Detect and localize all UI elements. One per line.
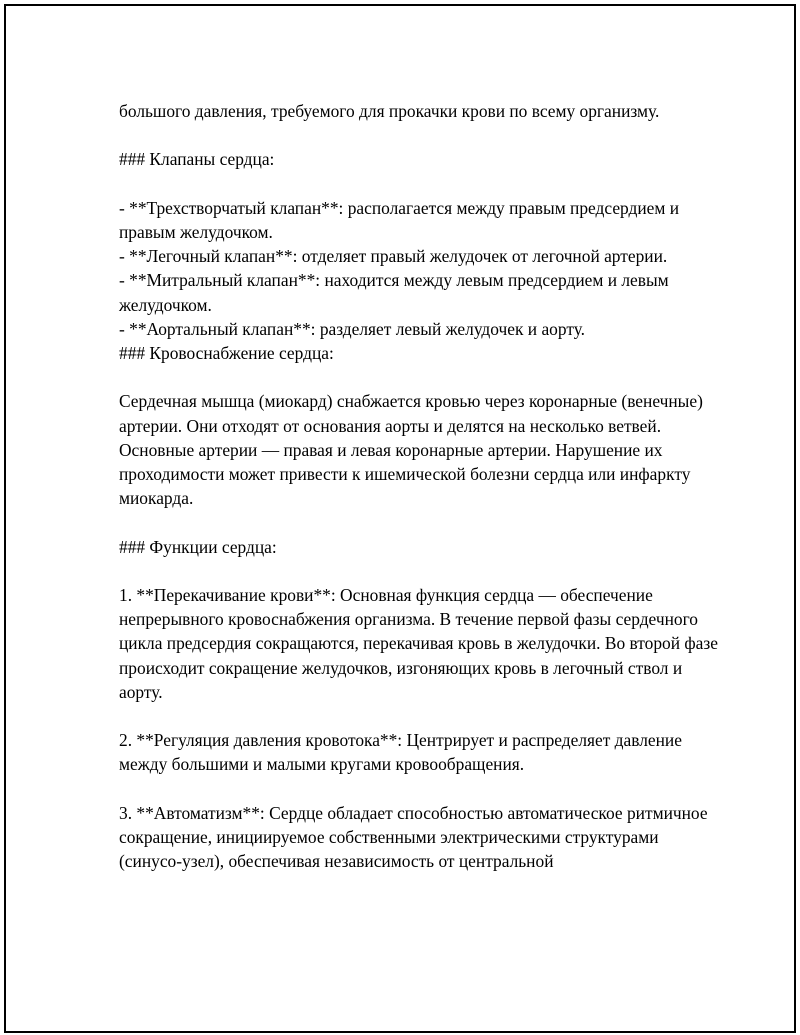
section-heading-blood-supply: ### Кровоснабжение сердца:: [119, 343, 334, 363]
page-frame: [4, 4, 796, 1033]
numbered-item: 2. **Регуляция давления кровотока**: Центрирует и распределяет давление между большими и малыми кругами кровообращения.: [119, 730, 682, 775]
section-heading-valves: ### Клапаны сердца:: [119, 149, 275, 170]
document-body: [119, 99, 719, 898]
numbered-item: 3. **Автоматизм**: Сердце обладает способностью автоматическое ритмичное сокращение, инициируемое собственными электрическими структурами (синусо-узел), обеспечивая независимость от центральной: [119, 802, 708, 872]
list-item: - **Легочный клапан**: отделяет правый желудочек от легочной артерии.: [119, 246, 668, 267]
list-item: - **Митральный клапан**: находится между левым предсердием и левым желудочком.: [119, 270, 669, 315]
list-item: - **Трехстворчатый клапан**: располагается между правым предсердием и правым желудочком.: [119, 197, 680, 242]
section-heading-functions: ### Функции сердца:: [119, 536, 277, 557]
list-item: - **Аортальный клапан**: разделяет левый желудочек и аорту.: [119, 318, 585, 339]
numbered-item: 1. **Перекачивание крови**: Основная функция сердца — обеспечение непрерывного кровоснабжения организма. В течение первой фазы сердечного цикла предсердия сокращаются, перекачивая кровь в желудочки. Во второй фазе происходит сокращение желудочков, изгоняющих кровь в легочный ствол и аорту.: [119, 584, 718, 702]
blood-supply-paragraph: Сердечная мышца (миокард) снабжается кровью через коронарные (венечные) артерии. Они отходят от основания аорты и делятся на несколько ветвей. Основные артерии — правая и левая коронарные артерии. Нарушение их проходимости может привести к ишемической болезни сердца или инфаркту миокарда.: [119, 391, 703, 509]
intro-paragraph: большого давления, требуемого для прокачки крови по всему организму.: [119, 101, 660, 121]
